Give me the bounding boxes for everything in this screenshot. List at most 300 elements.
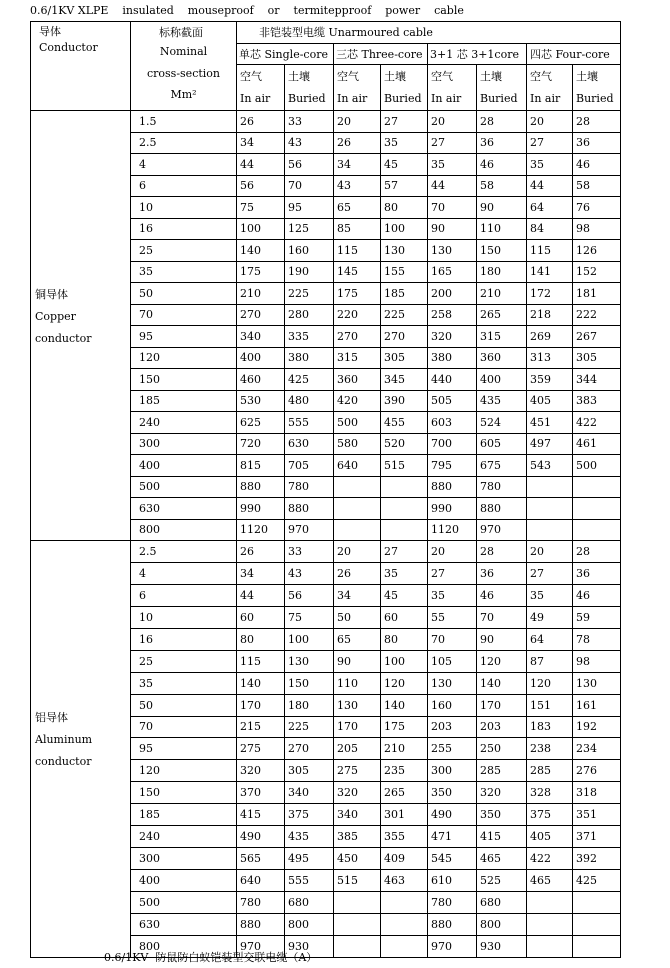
- ampacity-cell: 35: [428, 154, 477, 176]
- aluminum-label-cn: 铝导体: [35, 710, 68, 724]
- ampacity-cell: 125: [285, 218, 334, 240]
- ampacity-cell: 170: [237, 694, 285, 716]
- ampacity-cell: 405: [527, 390, 573, 412]
- ampacity-cell: 530: [237, 390, 285, 412]
- ampacity-cell: [334, 498, 381, 520]
- ampacity-cell: 180: [285, 694, 334, 716]
- ampacity-cell: 328: [527, 782, 573, 804]
- cross-section-cell: 35: [131, 261, 237, 283]
- ampacity-cell: 34: [237, 562, 285, 584]
- ampacity-cell: 465: [527, 870, 573, 892]
- ampacity-cell: 880: [477, 498, 527, 520]
- ampacity-cell: 100: [381, 218, 428, 240]
- ampacity-cell: 28: [477, 541, 527, 563]
- cross-section-cell: 185: [131, 390, 237, 412]
- ampacity-cell: 505: [428, 390, 477, 412]
- ampacity-cell: 27: [428, 132, 477, 154]
- ampacity-cell: 235: [381, 760, 428, 782]
- subheader-buried-en: Buried: [480, 92, 518, 105]
- conductor-header-cn: 导体: [39, 25, 61, 38]
- ampacity-cell: 269: [527, 326, 573, 348]
- ampacity-cell: 970: [428, 935, 477, 957]
- cross-section-cell: 25: [131, 240, 237, 262]
- ampacity-cell: 305: [573, 347, 621, 369]
- ampacity-cell: 340: [334, 804, 381, 826]
- cross-section-cell: 185: [131, 804, 237, 826]
- section-header: [131, 22, 237, 111]
- cross-section-cell: 70: [131, 304, 237, 326]
- ampacity-cell: 275: [334, 760, 381, 782]
- section-header-unit: Mm²: [170, 88, 197, 101]
- ampacity-cell: 203: [428, 716, 477, 738]
- ampacity-cell: 350: [477, 804, 527, 826]
- subheader-buried-en: Buried: [576, 92, 614, 105]
- ampacity-cell: 35: [527, 584, 573, 606]
- ampacity-cell: 56: [237, 175, 285, 197]
- ampacity-cell: 344: [573, 369, 621, 391]
- ampacity-cell: 880: [237, 476, 285, 498]
- ampacity-cell: 175: [237, 261, 285, 283]
- ampacity-cell: 455: [381, 412, 428, 434]
- cross-section-cell: 800: [131, 519, 237, 541]
- ampacity-cell: 780: [237, 892, 285, 914]
- ampacity-cell: [381, 913, 428, 935]
- ampacity-cell: 65: [334, 197, 381, 219]
- ampacity-cell: 422: [573, 412, 621, 434]
- copper-label-cn: 铜导体: [35, 287, 68, 301]
- ampacity-cell: 250: [477, 738, 527, 760]
- ampacity-cell: 203: [477, 716, 527, 738]
- cross-section-cell: 240: [131, 412, 237, 434]
- cross-section-cell: 2.5: [131, 132, 237, 154]
- ampacity-cell: 543: [527, 455, 573, 477]
- ampacity-cell: 20: [334, 111, 381, 133]
- ampacity-cell: 90: [477, 197, 527, 219]
- ampacity-cell: 43: [285, 562, 334, 584]
- ampacity-cell: [334, 519, 381, 541]
- ampacity-cell: 161: [573, 694, 621, 716]
- ampacity-cell: 27: [527, 562, 573, 584]
- ampacity-cell: 225: [285, 283, 334, 305]
- ampacity-cell: 225: [381, 304, 428, 326]
- cross-section-cell: 25: [131, 650, 237, 672]
- ampacity-cell: 130: [428, 672, 477, 694]
- ampacity-cell: 300: [428, 760, 477, 782]
- ampacity-cell: 234: [573, 738, 621, 760]
- ampacity-cell: 880: [237, 913, 285, 935]
- ampacity-cell: 392: [573, 848, 621, 870]
- ampacity-cell: 380: [428, 347, 477, 369]
- ampacity-cell: 315: [334, 347, 381, 369]
- ampacity-cell: 405: [527, 826, 573, 848]
- ampacity-cell: 98: [573, 650, 621, 672]
- ampacity-cell: 497: [527, 433, 573, 455]
- ampacity-cell: [381, 935, 428, 957]
- ampacity-cell: 160: [285, 240, 334, 262]
- cross-section-cell: 10: [131, 197, 237, 219]
- ampacity-cell: 880: [285, 498, 334, 520]
- ampacity-cell: 990: [428, 498, 477, 520]
- subheader-buried-en: Buried: [288, 92, 326, 105]
- ampacity-cell: 465: [477, 848, 527, 870]
- ampacity-cell: [573, 498, 621, 520]
- copper-conductor-label: [31, 111, 131, 541]
- ampacity-cell: 110: [477, 218, 527, 240]
- ampacity-cell: 280: [285, 304, 334, 326]
- ampacity-cell: 130: [381, 240, 428, 262]
- ampacity-cell: 238: [527, 738, 573, 760]
- ampacity-cell: 285: [477, 760, 527, 782]
- subheader-air: [237, 65, 285, 111]
- ampacity-cell: 130: [428, 240, 477, 262]
- ampacity-cell: [527, 519, 573, 541]
- ampacity-cell: 120: [381, 672, 428, 694]
- ampacity-cell: 380: [285, 347, 334, 369]
- cross-section-cell: 500: [131, 892, 237, 914]
- ampacity-cell: 320: [237, 760, 285, 782]
- ampacity-cell: 359: [527, 369, 573, 391]
- ampacity-cell: 46: [573, 584, 621, 606]
- ampacity-cell: 680: [477, 892, 527, 914]
- ampacity-cell: 205: [334, 738, 381, 760]
- ampacity-cell: 78: [573, 628, 621, 650]
- ampacity-cell: 26: [334, 562, 381, 584]
- ampacity-cell: 49: [527, 606, 573, 628]
- conductor-header-en: Conductor: [39, 41, 98, 54]
- ampacity-cell: 800: [477, 913, 527, 935]
- ampacity-cell: 490: [428, 804, 477, 826]
- aluminum-label-en1: Aluminum: [35, 732, 93, 746]
- ampacity-cell: 780: [428, 892, 477, 914]
- ampacity-cell: 120: [477, 650, 527, 672]
- cross-section-cell: 300: [131, 848, 237, 870]
- ampacity-cell: 115: [334, 240, 381, 262]
- ampacity-cell: 100: [237, 218, 285, 240]
- ampacity-cell: 140: [477, 672, 527, 694]
- subheader-air-en: In air: [530, 92, 561, 105]
- ampacity-cell: 180: [477, 261, 527, 283]
- ampacity-cell: 490: [237, 826, 285, 848]
- cross-section-cell: 120: [131, 760, 237, 782]
- ampacity-cell: 26: [237, 541, 285, 563]
- ampacity-cell: 463: [381, 870, 428, 892]
- ampacity-cell: 285: [527, 760, 573, 782]
- ampacity-cell: 26: [237, 111, 285, 133]
- ampacity-cell: 315: [477, 326, 527, 348]
- ampacity-cell: 58: [477, 175, 527, 197]
- ampacity-cell: 524: [477, 412, 527, 434]
- group-3plus1-core: 3+1 芯 3+1core: [428, 44, 527, 65]
- ampacity-cell: 130: [573, 672, 621, 694]
- ampacity-cell: 990: [237, 498, 285, 520]
- ampacity-cell: 64: [527, 197, 573, 219]
- subheader-air-cn: 空气: [530, 70, 552, 83]
- ampacity-cell: 210: [237, 283, 285, 305]
- ampacity-cell: 36: [477, 132, 527, 154]
- cross-section-cell: 95: [131, 326, 237, 348]
- ampacity-cell: 301: [381, 804, 428, 826]
- ampacity-cell: 800: [285, 913, 334, 935]
- ampacity-cell: 34: [334, 584, 381, 606]
- group-three-core: 三芯 Three-core: [334, 44, 428, 65]
- cross-section-cell: 2.5: [131, 541, 237, 563]
- cross-section-cell: 630: [131, 498, 237, 520]
- cross-section-cell: 120: [131, 347, 237, 369]
- ampacity-cell: 450: [334, 848, 381, 870]
- ampacity-cell: 70: [428, 197, 477, 219]
- ampacity-cell: 20: [527, 111, 573, 133]
- subheader-buried-cn: 土壤: [576, 70, 598, 83]
- ampacity-cell: 60: [237, 606, 285, 628]
- section-header-en1: Nominal: [159, 45, 208, 58]
- ampacity-cell: 90: [334, 650, 381, 672]
- cross-section-cell: 35: [131, 672, 237, 694]
- ampacity-cell: 27: [381, 111, 428, 133]
- subheader-air-cn: 空气: [337, 70, 359, 83]
- ampacity-cell: 20: [334, 541, 381, 563]
- ampacity-cell: 28: [477, 111, 527, 133]
- ampacity-cell: 43: [285, 132, 334, 154]
- ampacity-cell: 105: [428, 650, 477, 672]
- ampacity-cell: 90: [477, 628, 527, 650]
- ampacity-cell: 115: [527, 240, 573, 262]
- ampacity-cell: [334, 476, 381, 498]
- copper-label-en2: conductor: [35, 331, 92, 345]
- cross-section-cell: 300: [131, 433, 237, 455]
- cable-type-header: 非铠装型电缆 Unarmoured cable: [237, 22, 621, 44]
- ampacity-cell: 815: [237, 455, 285, 477]
- ampacity-cell: 270: [334, 326, 381, 348]
- ampacity-cell: 320: [428, 326, 477, 348]
- ampacity-cell: 46: [477, 584, 527, 606]
- ampacity-cell: 275: [237, 738, 285, 760]
- ampacity-cell: 85: [334, 218, 381, 240]
- ampacity-cell: 222: [573, 304, 621, 326]
- ampacity-cell: 375: [527, 804, 573, 826]
- ampacity-cell: 360: [477, 347, 527, 369]
- ampacity-cell: [334, 935, 381, 957]
- ampacity-cell: 58: [573, 175, 621, 197]
- subheader-air-cn: 空气: [240, 70, 262, 83]
- ampacity-cell: 75: [285, 606, 334, 628]
- ampacity-cell: 335: [285, 326, 334, 348]
- ampacity-cell: 1120: [237, 519, 285, 541]
- group-four-core: 四芯 Four-core: [527, 44, 621, 65]
- cross-section-cell: 6: [131, 584, 237, 606]
- ampacity-cell: 28: [573, 111, 621, 133]
- cross-section-cell: 1.5: [131, 111, 237, 133]
- ampacity-cell: 56: [285, 584, 334, 606]
- ampacity-cell: [381, 498, 428, 520]
- ampacity-cell: 115: [237, 650, 285, 672]
- ampacity-cell: 141: [527, 261, 573, 283]
- ampacity-cell: 35: [381, 562, 428, 584]
- cross-section-cell: 16: [131, 218, 237, 240]
- ampacity-cell: 100: [381, 650, 428, 672]
- ampacity-cell: 150: [285, 672, 334, 694]
- ampacity-cell: 318: [573, 782, 621, 804]
- ampacity-table: [30, 21, 621, 958]
- aluminum-conductor-label: [31, 541, 131, 958]
- ampacity-cell: 625: [237, 412, 285, 434]
- ampacity-cell: 270: [381, 326, 428, 348]
- ampacity-cell: 360: [334, 369, 381, 391]
- ampacity-cell: 57: [381, 175, 428, 197]
- subheader-buried-cn: 土壤: [288, 70, 310, 83]
- ampacity-cell: 84: [527, 218, 573, 240]
- ampacity-cell: 880: [428, 476, 477, 498]
- ampacity-cell: 375: [285, 804, 334, 826]
- ampacity-cell: 90: [428, 218, 477, 240]
- ampacity-cell: 28: [573, 541, 621, 563]
- ampacity-cell: 34: [334, 154, 381, 176]
- ampacity-cell: 970: [237, 935, 285, 957]
- ampacity-cell: 930: [285, 935, 334, 957]
- ampacity-cell: 495: [285, 848, 334, 870]
- ampacity-cell: 155: [381, 261, 428, 283]
- ampacity-cell: 200: [428, 283, 477, 305]
- ampacity-cell: 460: [237, 369, 285, 391]
- conductor-header: [31, 22, 131, 111]
- ampacity-cell: 76: [573, 197, 621, 219]
- ampacity-cell: 435: [477, 390, 527, 412]
- ampacity-cell: 970: [285, 519, 334, 541]
- ampacity-cell: 270: [237, 304, 285, 326]
- ampacity-cell: 80: [237, 628, 285, 650]
- ampacity-cell: 33: [285, 111, 334, 133]
- ampacity-cell: 46: [477, 154, 527, 176]
- ampacity-cell: 70: [285, 175, 334, 197]
- ampacity-cell: 461: [573, 433, 621, 455]
- ampacity-cell: 35: [527, 154, 573, 176]
- ampacity-cell: 880: [428, 913, 477, 935]
- ampacity-cell: 175: [334, 283, 381, 305]
- cross-section-cell: 150: [131, 369, 237, 391]
- cross-section-cell: 95: [131, 738, 237, 760]
- ampacity-cell: [573, 935, 621, 957]
- ampacity-cell: 64: [527, 628, 573, 650]
- ampacity-cell: [381, 476, 428, 498]
- ampacity-cell: 95: [285, 197, 334, 219]
- cross-section-cell: 70: [131, 716, 237, 738]
- table-caption: 0.6/1KV 防鼠防白蚁铠装型交联电缆（A）: [104, 951, 318, 964]
- ampacity-cell: [381, 519, 428, 541]
- ampacity-cell: 36: [573, 132, 621, 154]
- ampacity-cell: 420: [334, 390, 381, 412]
- ampacity-cell: 515: [334, 870, 381, 892]
- ampacity-cell: 320: [477, 782, 527, 804]
- ampacity-cell: 35: [428, 584, 477, 606]
- subheader-air-en: In air: [337, 92, 368, 105]
- ampacity-cell: 555: [285, 412, 334, 434]
- ampacity-cell: 80: [381, 197, 428, 219]
- subheader-buried-cn: 土壤: [480, 70, 502, 83]
- ampacity-cell: 313: [527, 347, 573, 369]
- ampacity-cell: 610: [428, 870, 477, 892]
- ampacity-cell: 480: [285, 390, 334, 412]
- ampacity-cell: 220: [334, 304, 381, 326]
- group-single-core: 单芯 Single-core: [237, 44, 334, 65]
- ampacity-cell: 276: [573, 760, 621, 782]
- ampacity-cell: 258: [428, 304, 477, 326]
- ampacity-cell: 145: [334, 261, 381, 283]
- ampacity-cell: 35: [381, 132, 428, 154]
- ampacity-cell: 440: [428, 369, 477, 391]
- ampacity-cell: 27: [527, 132, 573, 154]
- ampacity-cell: 210: [381, 738, 428, 760]
- ampacity-cell: 640: [334, 455, 381, 477]
- ampacity-cell: 33: [285, 541, 334, 563]
- ampacity-cell: 44: [527, 175, 573, 197]
- ampacity-cell: 140: [237, 240, 285, 262]
- ampacity-cell: 351: [573, 804, 621, 826]
- table-row: [31, 111, 621, 133]
- ampacity-cell: [334, 892, 381, 914]
- ampacity-cell: 340: [285, 782, 334, 804]
- ampacity-cell: 780: [477, 476, 527, 498]
- cross-section-cell: 800: [131, 935, 237, 957]
- ampacity-cell: 425: [285, 369, 334, 391]
- ampacity-cell: 780: [285, 476, 334, 498]
- subheader-buried: [285, 65, 334, 111]
- ampacity-cell: 255: [428, 738, 477, 760]
- ampacity-cell: 415: [477, 826, 527, 848]
- ampacity-cell: 34: [237, 132, 285, 154]
- ampacity-cell: 45: [381, 154, 428, 176]
- ampacity-cell: 225: [285, 716, 334, 738]
- aluminum-label-en2: conductor: [35, 754, 92, 768]
- ampacity-cell: 20: [527, 541, 573, 563]
- ampacity-cell: 385: [334, 826, 381, 848]
- ampacity-cell: [527, 913, 573, 935]
- cross-section-cell: 400: [131, 455, 237, 477]
- ampacity-cell: 371: [573, 826, 621, 848]
- ampacity-cell: 1120: [428, 519, 477, 541]
- ampacity-cell: 140: [237, 672, 285, 694]
- ampacity-cell: 80: [381, 628, 428, 650]
- ampacity-cell: [573, 892, 621, 914]
- ampacity-cell: 603: [428, 412, 477, 434]
- ampacity-cell: 415: [237, 804, 285, 826]
- document-title: 0.6/1KV XLPE insulated mouseproof or termitepproof power cable: [30, 4, 464, 17]
- ampacity-cell: 605: [477, 433, 527, 455]
- ampacity-cell: 110: [334, 672, 381, 694]
- ampacity-cell: 525: [477, 870, 527, 892]
- ampacity-cell: 50: [334, 606, 381, 628]
- subheader-buried: [477, 65, 527, 111]
- ampacity-cell: 160: [428, 694, 477, 716]
- ampacity-cell: 175: [381, 716, 428, 738]
- ampacity-cell: 87: [527, 650, 573, 672]
- ampacity-cell: 383: [573, 390, 621, 412]
- ampacity-cell: 60: [381, 606, 428, 628]
- ampacity-cell: 555: [285, 870, 334, 892]
- ampacity-cell: 59: [573, 606, 621, 628]
- ampacity-cell: 43: [334, 175, 381, 197]
- ampacity-cell: 265: [381, 782, 428, 804]
- ampacity-cell: 70: [477, 606, 527, 628]
- ampacity-cell: 400: [237, 347, 285, 369]
- cross-section-cell: 50: [131, 283, 237, 305]
- ampacity-cell: 218: [527, 304, 573, 326]
- ampacity-cell: 500: [334, 412, 381, 434]
- ampacity-cell: 183: [527, 716, 573, 738]
- ampacity-cell: 172: [527, 283, 573, 305]
- copper-label-en1: Copper: [35, 309, 76, 323]
- ampacity-cell: 44: [428, 175, 477, 197]
- ampacity-cell: 515: [381, 455, 428, 477]
- ampacity-cell: 98: [573, 218, 621, 240]
